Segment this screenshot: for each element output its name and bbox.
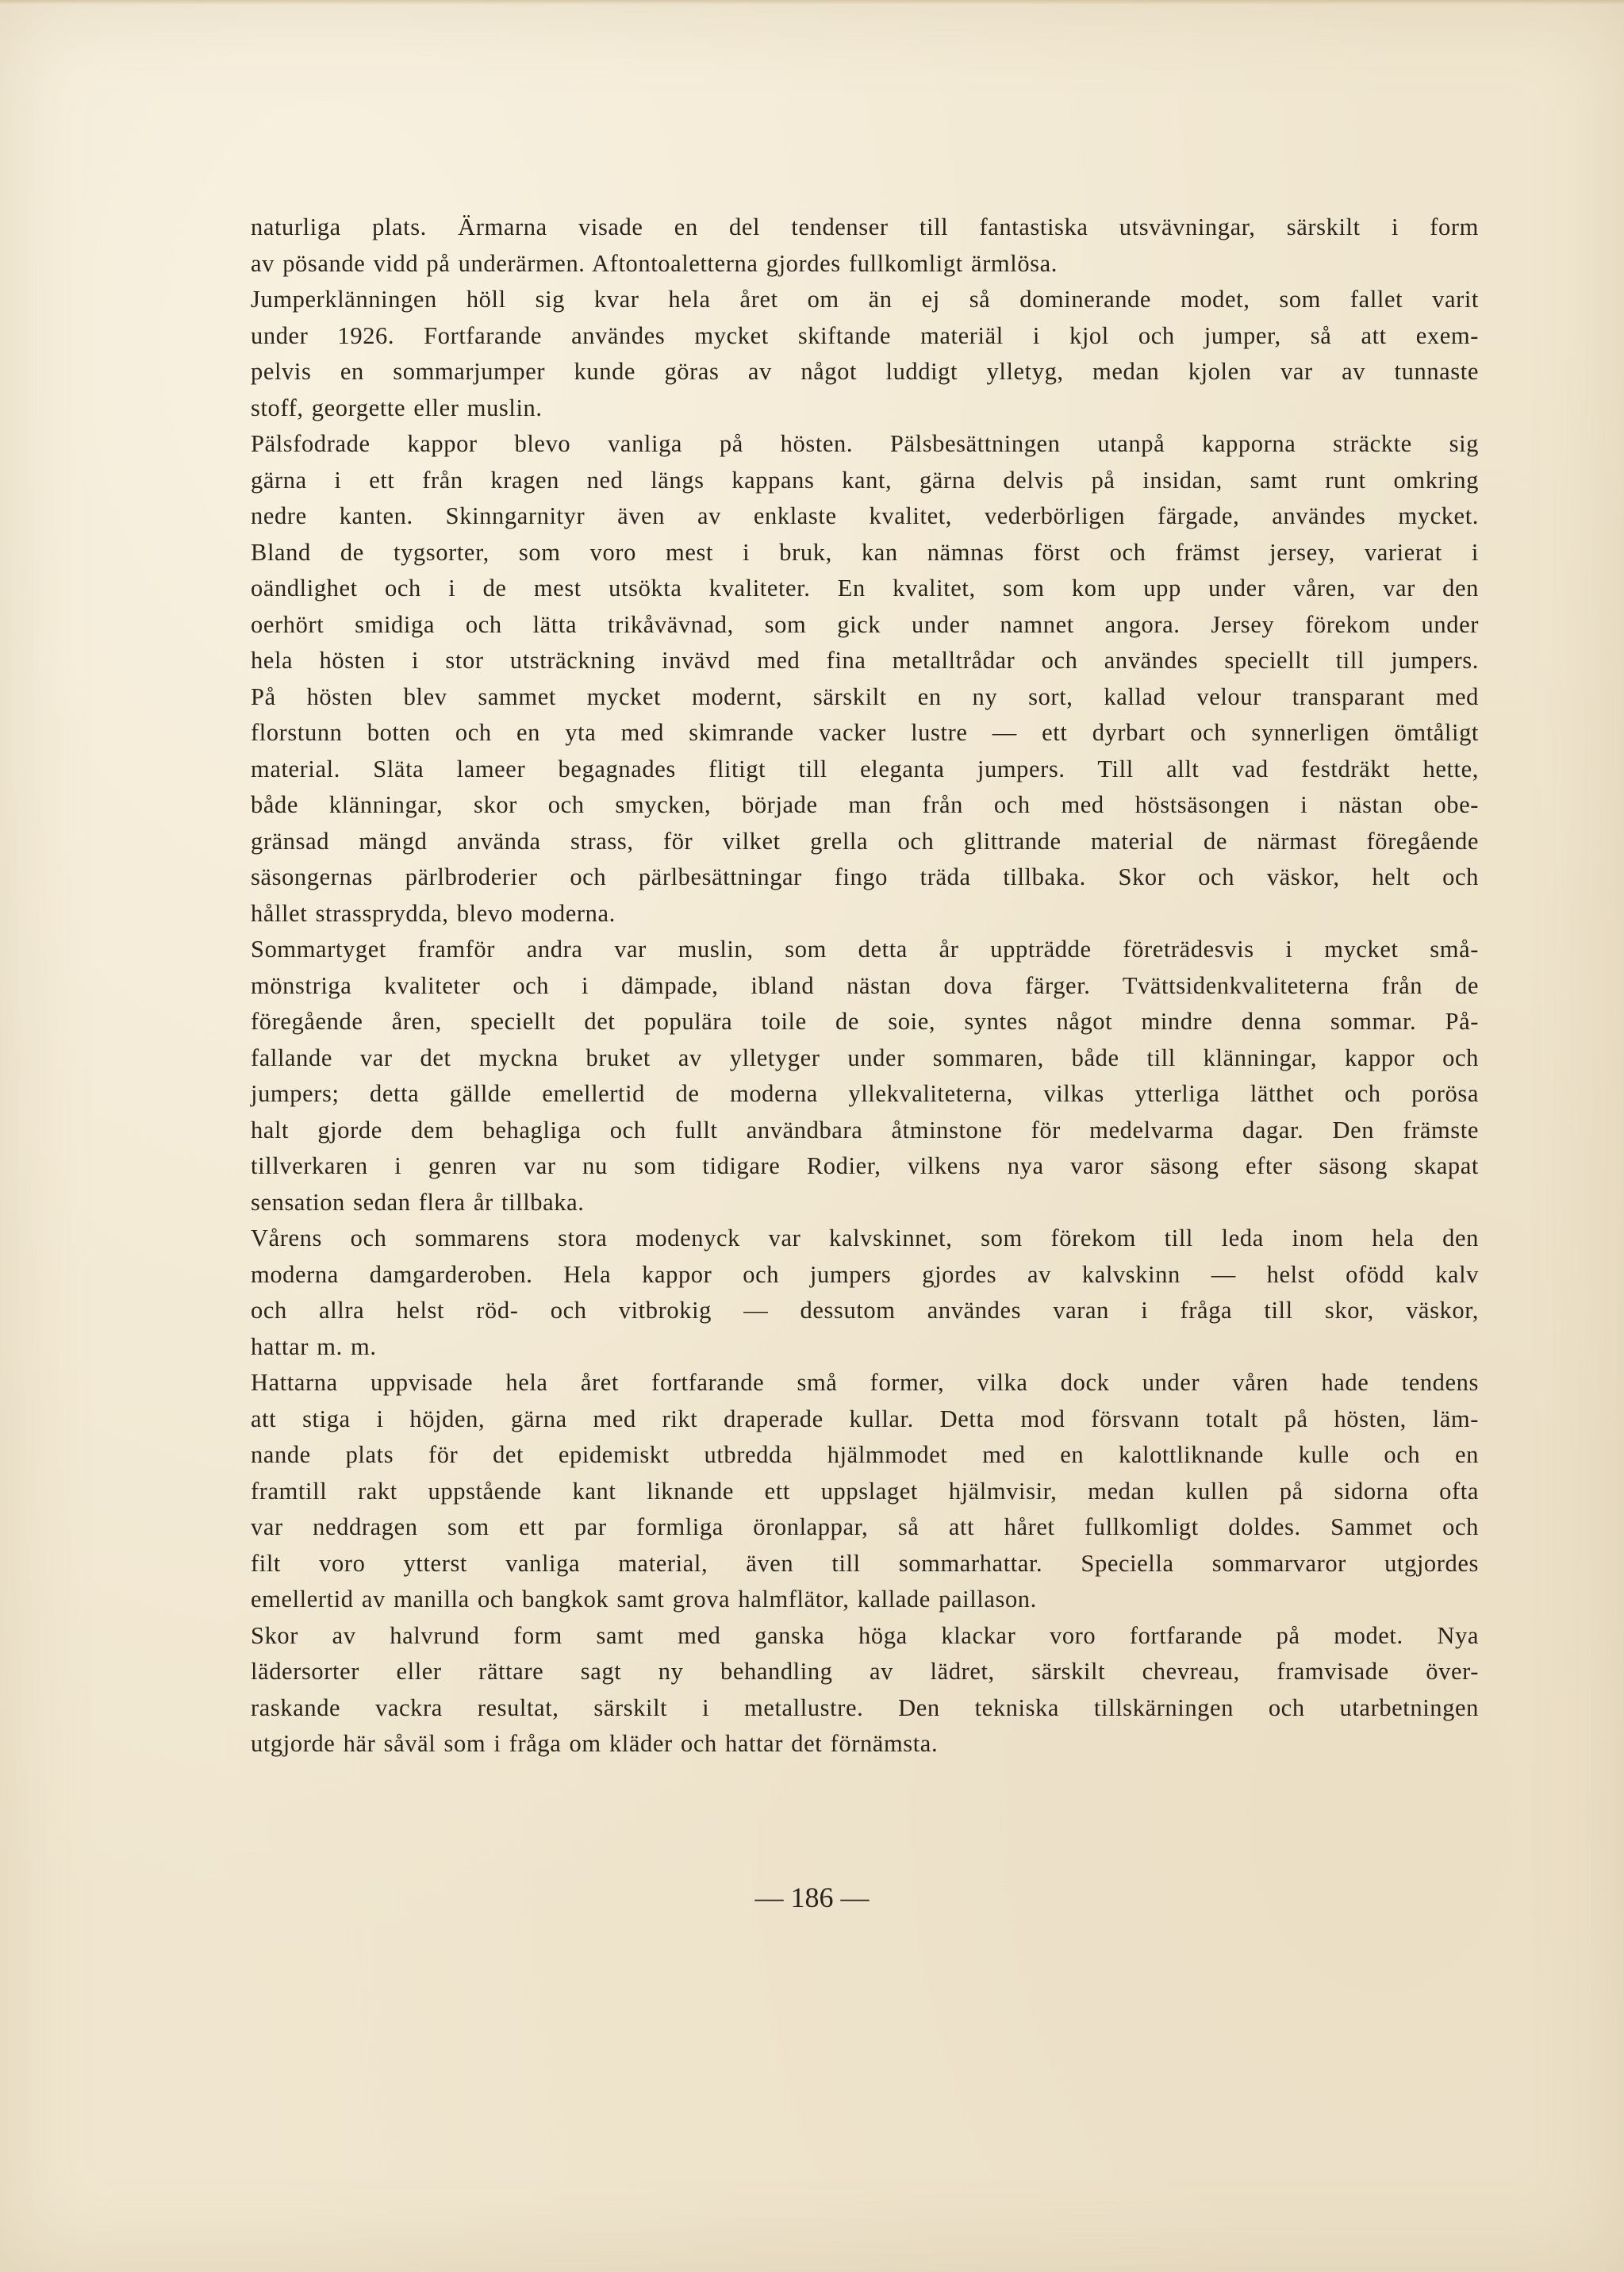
text-line: och allra helst röd- och vitbrokig — dessutom användes varan i fråga till skor, väskor,: [251, 1297, 1479, 1324]
text-line: jumpers; detta gällde emellertid de moderna yllekvaliteterna, vilkas ytterliga lätthet och porösa: [251, 1080, 1479, 1107]
text-line: halt gjorde dem behagliga och fullt användbara åtminstone för medelvarma dagar. Den främste: [251, 1116, 1479, 1144]
text-line: På hösten blev sammet mycket modernt, särskilt en ny sort, kallad velour transparant med: [251, 682, 1479, 710]
text-line: sensation sedan flera år tillbaka.: [251, 1188, 585, 1216]
text-line: hållet strassprydda, blevo moderna.: [251, 899, 616, 927]
text-line: Jumperklänningen höll sig kvar hela året om än ej så dominerande modet, som fallet varit: [251, 286, 1479, 313]
text-line: stoff, georgette eller muslin.: [251, 394, 543, 421]
text-line: under 1926. Fortfarande användes mycket skiftande materiäl i kjol och jumper, så att exem-: [251, 321, 1479, 349]
text-line: Hattarna uppvisade hela året fortfarande små former, vilka dock under våren hade tendens: [251, 1369, 1479, 1396]
text-line: oändlighet och i de mest utsökta kvaliteter. En kvalitet, som kom upp under våren, var den: [251, 575, 1479, 602]
text-line: moderna damgarderoben. Hela kappor och jumpers gjordes av kalvskinn — helst ofödd kalv: [251, 1260, 1479, 1288]
text-line: säsongernas pärlbroderier och pärlbesättningar fingo träda tillbaka. Skor och väskor, helt och: [251, 863, 1479, 890]
text-line: både klänningar, skor och smycken, började man från och med höstsäsongen i nästan obe-: [251, 791, 1479, 818]
text-line: lädersorter eller rättare sagt ny behandling av lädret, särskilt chevreau, framvisade över-: [251, 1658, 1479, 1685]
text-line: Sommartyget framför andra var muslin, som detta år uppträdde företrädesvis i mycket små-: [251, 936, 1479, 963]
page-number: — 186 —: [754, 1882, 870, 1913]
text-line: Pälsfodrade kappor blevo vanliga på hösten. Pälsbesättningen utanpå kapporna sträckte sig: [251, 430, 1479, 457]
text-line: framtill rakt uppstående kant liknande ett uppslaget hjälmvisir, medan kullen på sidorna ofta: [251, 1477, 1479, 1505]
text-line: pelvis en sommarjumper kunde göras av något luddigt ylletyg, medan kjolen var av tunnaste: [251, 358, 1479, 385]
text-line: Vårens och sommarens stora modenyck var kalvskinnet, som förekom till leda inom hela den: [251, 1224, 1479, 1251]
body-text: [251, 210, 1479, 1763]
text-line: filt voro ytterst vanliga material, även till sommarhattar. Speciella sommarvaror utgjordes: [251, 1549, 1479, 1577]
text-line: nedre kanten. Skinngarnityr även av enklaste kvalitet, vederbörligen färgade, användes mycket.: [251, 502, 1479, 529]
text-line: gärna i ett från kragen ned längs kappans kant, gärna delvis på insidan, samt runt omkring: [251, 466, 1479, 494]
text-line: Bland de tygsorter, som voro mest i bruk, kan nämnas först och främst jersey, varierat i: [251, 538, 1479, 566]
text-line: att stiga i höjden, gärna med rikt draperade kullar. Detta mod försvann totalt på hösten, läm-: [251, 1405, 1479, 1432]
text-line: utgjorde här såväl som i fråga om kläder och hattar det förnämsta.: [251, 1730, 939, 1757]
text-line: gränsad mängd använda strass, för vilket grella och glittrande material de närmast föregående: [251, 827, 1479, 855]
page-top-edge: [0, 0, 1624, 5]
text-line: hela hösten i stor utsträckning invävd med fina metalltrådar och användes speciellt till jumpers.: [251, 647, 1479, 674]
text-line: raskande vackra resultat, särskilt i metallustre. Den tekniska tillskärningen och utarbetningen: [251, 1693, 1479, 1721]
text-line: nande plats för det epidemiskt utbredda hjälmmodet med en kalottliknande kulle och en: [251, 1441, 1479, 1468]
text-line: föregående åren, speciellt det populära toile de soie, syntes något mindre denna sommar. På-: [251, 1008, 1479, 1035]
text-line: mönstriga kvaliteter och i dämpade, ibland nästan dova färger. Tvättsidenkvaliteterna från de: [251, 971, 1479, 999]
text-line: fallande var det myckna bruket av ylletyger under sommaren, både till klänningar, kappor och: [251, 1044, 1479, 1071]
text-line: material. Släta lameer begagnades flitigt till eleganta jumpers. Till allt vad festdräkt hette,: [251, 755, 1479, 782]
text-line: var neddragen som ett par formliga öronlappar, så att håret fullkomligt doldes. Sammet och: [251, 1513, 1479, 1540]
text-line: naturliga plats. Ärmarna visade en del tendenser till fantastiska utsvävningar, särskilt i form: [251, 213, 1479, 240]
text-line: florstunn botten och en yta med skimrande vacker lustre — ett dyrbart och synnerligen ömtåligt: [251, 719, 1479, 746]
text-line: tillverkaren i genren var nu som tidigare Rodier, vilkens nya varor säsong efter säsong skapat: [251, 1152, 1479, 1179]
text-line: emellertid av manilla och bangkok samt grova halmflätor, kallade paillason.: [251, 1586, 1037, 1613]
text-line: hattar m. m.: [251, 1332, 377, 1360]
text-line: av pösande vidd på underärmen. Aftontoaletterna gjordes fullkomligt ärmlösa.: [251, 249, 1058, 277]
text-line: oerhört smidiga och lätta trikåvävnad, som gick under namnet angora. Jersey förekom under: [251, 610, 1479, 638]
text-line: Skor av halvrund form samt med ganska höga klackar voro fortfarande på modet. Nya: [251, 1621, 1479, 1649]
